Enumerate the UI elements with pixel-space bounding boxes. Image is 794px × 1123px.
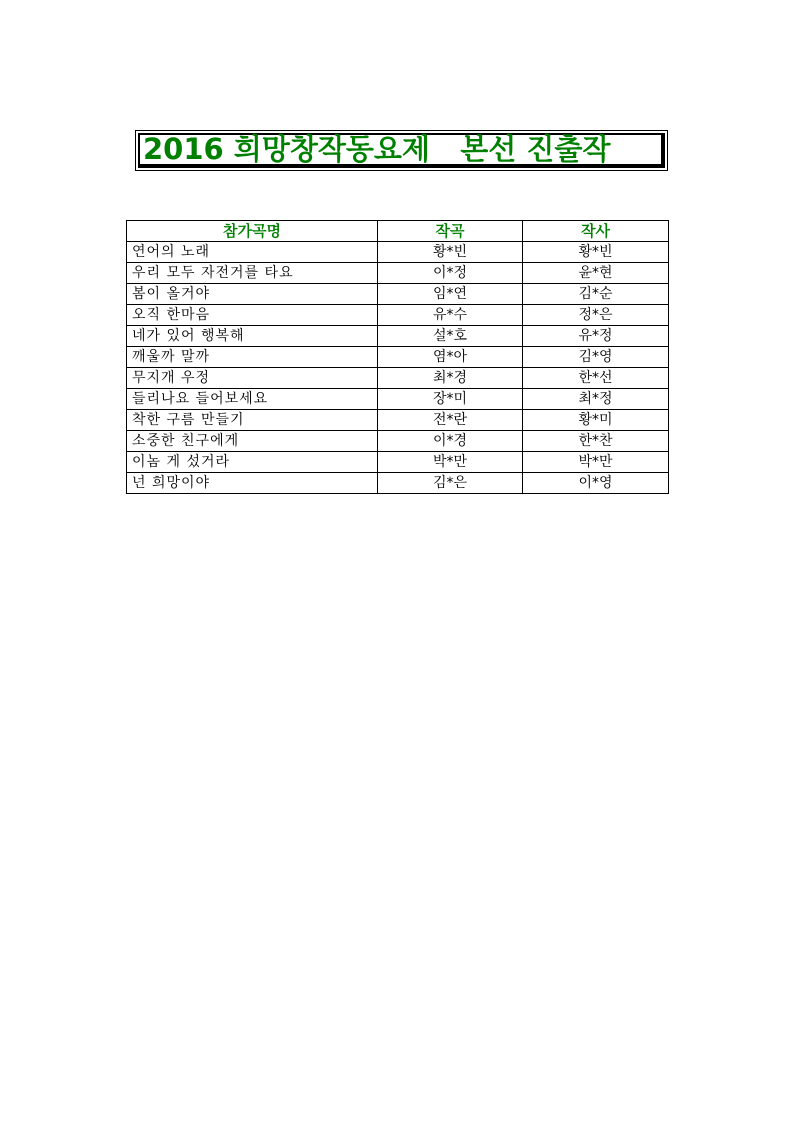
table-row (127, 452, 669, 473)
song-title-cell: 이놈 게 섰거라 (127, 452, 378, 473)
lyricist-cell: 김*영 (523, 347, 669, 368)
table-row (127, 284, 669, 305)
lyricist-cell: 최*정 (523, 389, 669, 410)
song-title-cell: 봄이 올거야 (127, 284, 378, 305)
header-lyricist: 작사 (523, 221, 669, 242)
lyricist-cell: 한*선 (523, 368, 669, 389)
composer-cell: 박*만 (378, 452, 523, 473)
composer-cell: 장*미 (378, 389, 523, 410)
table-row (127, 263, 669, 284)
table-row (127, 368, 669, 389)
composer-cell: 염*아 (378, 347, 523, 368)
composer-cell: 최*경 (378, 368, 523, 389)
composer-cell: 김*은 (378, 473, 523, 494)
song-title-cell: 들리나요 들어보세요 (127, 389, 378, 410)
table-row (127, 347, 669, 368)
song-title-cell: 연어의 노래 (127, 242, 378, 263)
header-composer: 작곡 (378, 221, 523, 242)
table-row (127, 410, 669, 431)
composer-cell: 전*란 (378, 410, 523, 431)
table-row (127, 431, 669, 452)
table-header-row (127, 221, 669, 242)
lyricist-cell: 한*찬 (523, 431, 669, 452)
table-row (127, 473, 669, 494)
title-box (135, 130, 668, 171)
page-title: 2016 희망창작동요제 본선 진출작 (143, 132, 611, 166)
lyricist-cell: 정*은 (523, 305, 669, 326)
song-title-cell: 소중한 친구에게 (127, 431, 378, 452)
song-title-cell: 깨울까 말까 (127, 347, 378, 368)
table-row (127, 389, 669, 410)
composer-cell: 설*호 (378, 326, 523, 347)
table-row (127, 242, 669, 263)
table-row (127, 305, 669, 326)
song-title-cell: 오직 한마음 (127, 305, 378, 326)
lyricist-cell: 김*순 (523, 284, 669, 305)
composer-cell: 이*경 (378, 431, 523, 452)
song-title-cell: 우리 모두 자전거를 타요 (127, 263, 378, 284)
lyricist-cell: 이*영 (523, 473, 669, 494)
lyricist-cell: 박*만 (523, 452, 669, 473)
table-row (127, 326, 669, 347)
composer-cell: 이*정 (378, 263, 523, 284)
lyricist-cell: 황*빈 (523, 242, 669, 263)
lyricist-cell: 윤*현 (523, 263, 669, 284)
lyricist-cell: 유*정 (523, 326, 669, 347)
song-title-cell: 네가 있어 행복해 (127, 326, 378, 347)
lyricist-cell: 황*미 (523, 410, 669, 431)
song-title-cell: 무지개 우정 (127, 368, 378, 389)
composer-cell: 유*수 (378, 305, 523, 326)
title-frame (138, 133, 665, 168)
composer-cell: 임*연 (378, 284, 523, 305)
song-title-cell: 착한 구름 만들기 (127, 410, 378, 431)
header-song-title: 참가곡명 (127, 221, 378, 242)
finalist-table (126, 220, 669, 494)
song-title-cell: 넌 희망이야 (127, 473, 378, 494)
composer-cell: 황*빈 (378, 242, 523, 263)
